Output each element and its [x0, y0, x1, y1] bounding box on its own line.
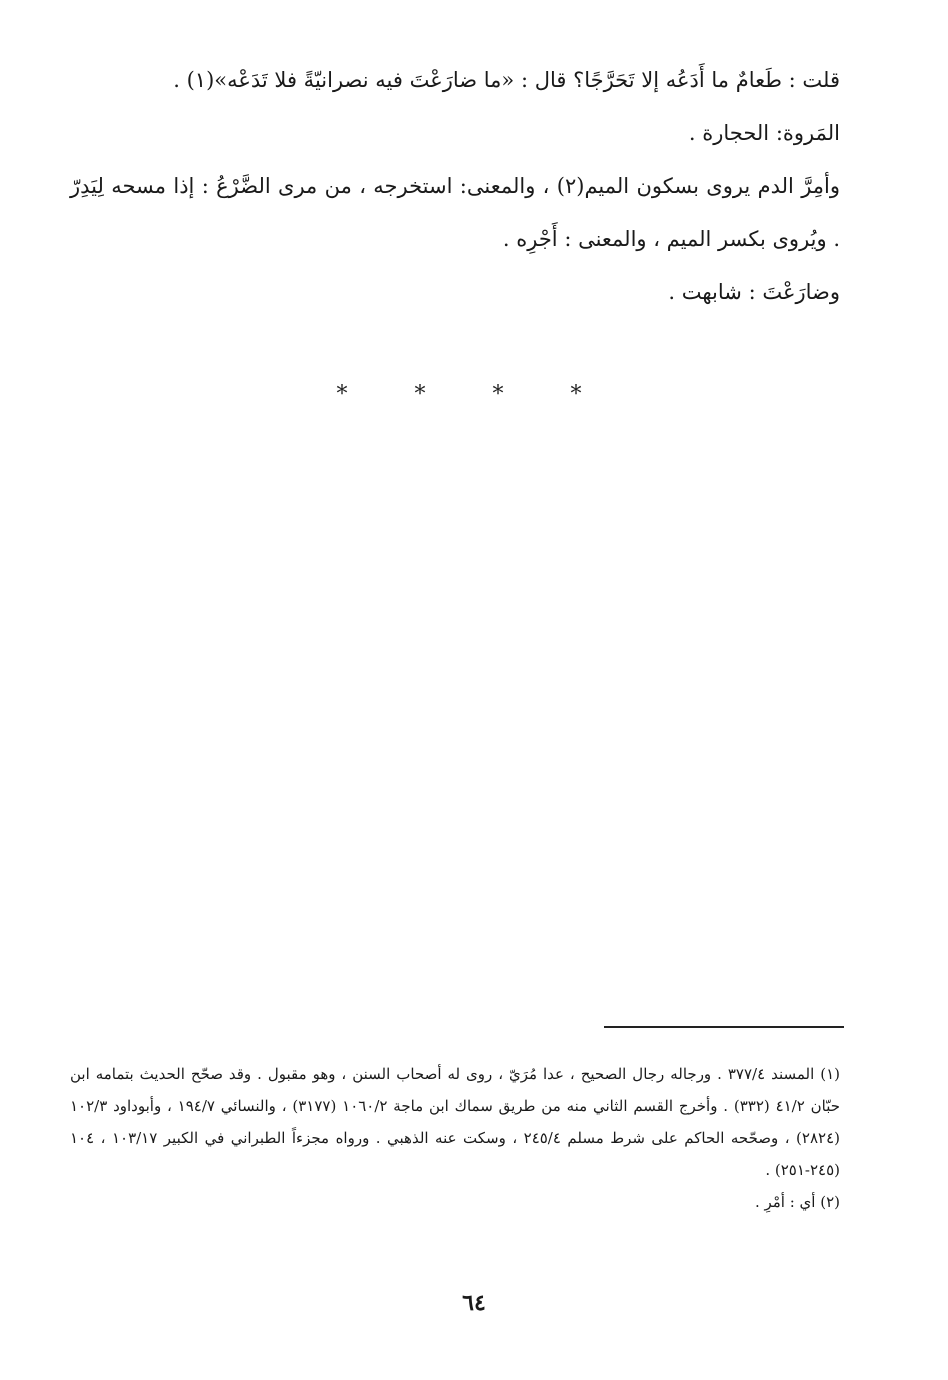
- paragraph-4: وضارَعْتَ : شابهت .: [668, 280, 840, 304]
- paragraph-3: وأمِرَّ الدم يروى بسكون الميم(٢) ، والمعنى: استخرجه ، من مرى الضَّرْعُ : إذا مسحه لِيَدِرّ . ويُروى بكسر الميم ، والمعنى : أَجْرِه .: [70, 174, 841, 251]
- paragraph-1: قلت : طَعامٌ ما أَدَعُه إلا تَحَرَّجًا؟ قال : «ما ضارَعْتَ فيه نصرانيّةً فلا تَدَعْه»(١) .: [173, 68, 840, 92]
- footnote-1: (١) المسند ٣٧٧/٤ . ورجاله رجال الصحيح ، عدا مُرَيّ ، روى له أصحاب السنن ، وهو مقبول . وقد صحّح الحديث بتمامه ابن حبّان ٤١/٢ (٣٣٢) . وأخرج القسم الثاني منه من طريق سماك ابن ماجة ١٠٦٠/٢ (٣١٧٧) ، والنسائي ١٩٤/٧ ، وأبوداود ١٠٢/٣ (٢٨٢٤) ، وصحّحه الحاكم على شرط مسلم ٢٤٥/٤ ، وسكت عنه الذهبي . ورواه مجزءاً الطبراني في الكبير ١٠٣/١٧ ، ١٠٤ (٢٤٥-٢٥١) .: [70, 1065, 840, 1179]
- footnotes: [70, 1058, 840, 1218]
- body-text: [70, 54, 840, 319]
- page-number: ٦٤: [462, 1290, 486, 1316]
- footnote-2: (٢) أي : أمْرِ .: [754, 1193, 840, 1211]
- paragraph-2: المَروة: الحجارة .: [688, 121, 840, 145]
- footnote-divider: [604, 1026, 844, 1028]
- section-separator: * * * *: [336, 382, 612, 407]
